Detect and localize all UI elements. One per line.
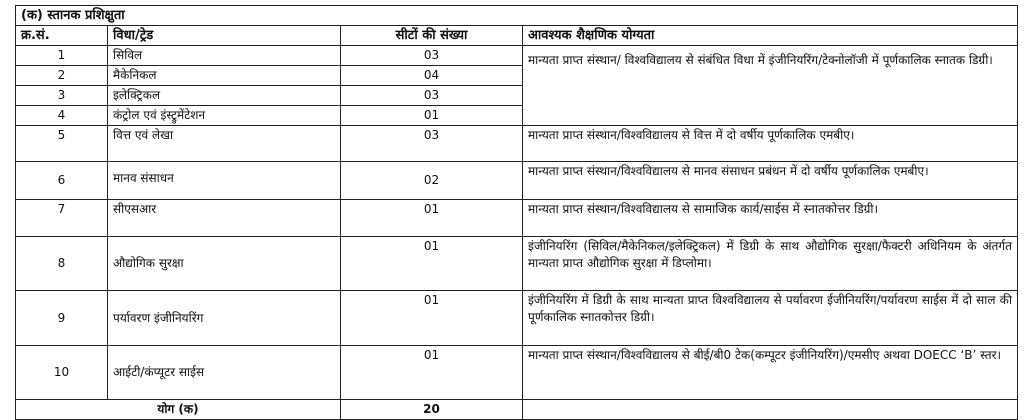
trade: औद्योगिक सुरक्षा [108, 237, 341, 291]
seats: 01 [341, 346, 523, 400]
trade: आईटी/कंप्यूटर साईस [108, 346, 341, 400]
sn: 9 [16, 291, 108, 346]
qualification: इंजीनियरिंग में डिग्री के साथ मान्यता प्राप्त विश्वविद्यालय से पर्यावरण ईजीनियरिंग/पर्यावरण साईस में दो साल की पूर्णकालिक स्नातकोत्तर डिग्री। [523, 291, 1018, 346]
qualification: मान्यता प्राप्त संस्थान/विश्वविद्यालय से मानव संसाधन प्रबंधन में दो वर्षीय पूर्णकालिक एमबीए। [523, 162, 1018, 200]
table-row [16, 162, 1018, 200]
sn: 2 [16, 66, 108, 86]
seats: 02 [341, 162, 523, 200]
trade: मानव संसाधन [108, 162, 341, 200]
seats: 01 [341, 237, 523, 291]
table-row [16, 346, 1018, 400]
seats: 03 [341, 46, 523, 66]
trade: वित्त एवं लेखा [108, 126, 341, 162]
table-row [16, 200, 1018, 237]
trade: मैकेनिकल [108, 66, 341, 86]
trade: कंट्रोल एवं इंस्ट्रुमेंटेशन [108, 106, 341, 126]
seats: 01 [341, 291, 523, 346]
sn: 1 [16, 46, 108, 66]
qualification: मान्यता प्राप्त संस्थान/विश्वविद्यालय से वित्त में दो वर्षीय पूर्णकालिक एमबीए। [523, 126, 1018, 162]
sn: 5 [16, 126, 108, 162]
header-seats: सीटों की संख्या [341, 26, 523, 46]
total-seats: 20 [341, 400, 523, 420]
total-empty [523, 400, 1018, 420]
seats: 01 [341, 200, 523, 237]
table-row [16, 126, 1018, 162]
total-label: योग (क) [16, 400, 341, 420]
table-row [16, 291, 1018, 346]
qualification: मान्यता प्राप्त संस्थान/विश्वविद्यालय से बीई/बी0 टेक(कम्पूटर इंजीनियरिंग)/एमसीए अथवा DOECC ‘B’ स्तर। [523, 346, 1018, 400]
header-sn: क्र.सं. [16, 26, 108, 46]
total-row [16, 400, 1018, 420]
sn: 10 [16, 346, 108, 400]
sn: 4 [16, 106, 108, 126]
seats: 04 [341, 66, 523, 86]
header-trade: विधा/ट्रेड [108, 26, 341, 46]
header-qualification: आवश्यक शैक्षणिक योग्यता [523, 26, 1018, 46]
trade: सीएसआर [108, 200, 341, 237]
qualification: इंजीनियरिंग (सिविल/मैकेनिकल/इलेक्ट्रिकल) में डिग्री के साथ औद्योगिक सुरक्षा/फैक्टरी अधिनियम के अंतर्गत मान्यता प्राप्त औद्योगिक सुरक्षा में डिप्लोमा। [523, 237, 1018, 291]
seats: 01 [341, 106, 523, 126]
trade: इलेक्ट्रिकल [108, 86, 341, 106]
sn: 6 [16, 162, 108, 200]
qualification: मान्यता प्राप्त संस्थान/ विश्वविद्यालय से संबंधित विधा में इंजीनियरिंग/टेक्नोलॉजी में पूर्णकालिक स्नातक डिग्री। [523, 46, 1018, 126]
seats: 03 [341, 126, 523, 162]
seats: 03 [341, 86, 523, 106]
table-row [16, 237, 1018, 291]
sn: 8 [16, 237, 108, 291]
qualification: मान्यता प्राप्त संस्थान/विश्वविद्यालय से सामाजिक कार्य/साईस में स्नातकोत्तर डिग्री। [523, 200, 1018, 237]
trade: सिविल [108, 46, 341, 66]
sn: 7 [16, 200, 108, 237]
table-title: (क) स्तानक प्रशिक्षुता [16, 6, 1018, 26]
trade: पर्यावरण इंजीनियरिंग [108, 291, 341, 346]
table-row [16, 46, 1018, 66]
header-row [16, 26, 1018, 46]
sn: 3 [16, 86, 108, 106]
apprenticeship-table [15, 5, 1018, 420]
